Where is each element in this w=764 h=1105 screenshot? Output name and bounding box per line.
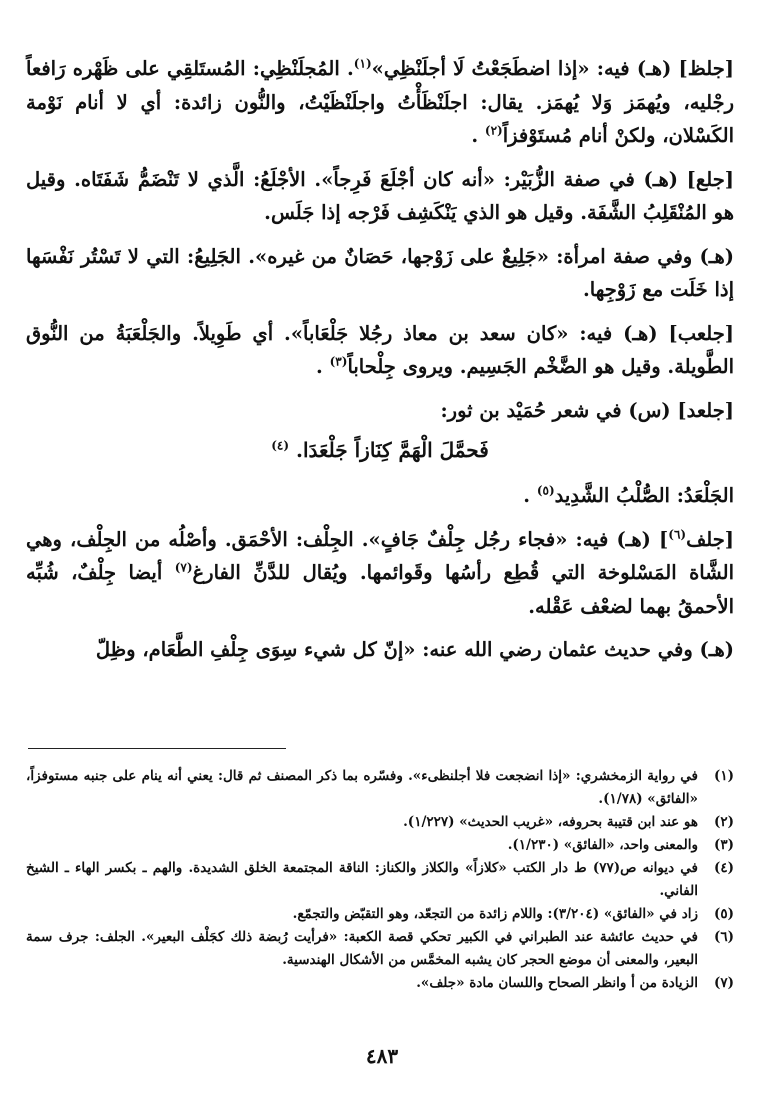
footnote-text: الزيادة من أ وانظر الصحاح واللسان مادة «جلف». — [416, 975, 698, 991]
page-number: ٤٨٣ — [365, 1044, 399, 1068]
footnote-number: (٢) — [713, 814, 734, 830]
entry-jalad-definition: الجَلْعَدُ: الصُّلْبُ الشَّدِيد$^{(٥)}$ . — [523, 483, 734, 507]
main-text — [26, 52, 734, 677]
footnote-ref[interactable]: (١) — [353, 56, 372, 71]
footnote-text: في ديوانه ص(٧٧) ط دار الكتب «كلازاً» والكلاز والكناز: الناقة المجتمعة الخلق الشديدة. والهم ـ بكسر الهاء ـ الشيخ الفاني. — [26, 860, 698, 899]
entry-jalad: [جلعد] (س) في شعر حُمَيْد بن ثور: — [440, 398, 734, 422]
footnote-ref[interactable]: (٢) — [484, 123, 503, 138]
footnote-number: (٦) — [713, 929, 734, 945]
footnote-item — [26, 857, 734, 903]
footnote-item — [26, 765, 734, 811]
footnote-ref[interactable]: (٦) — [668, 527, 687, 541]
entry-jala-woman: (هـ) وفي صفة امرأة: «جَلِيعٌ على زَوْجها، حَصَانٌ من غيره». الجَلِيعُ: التي لا تَسْتُر نَفْسَها إذا خَلَت مع زَوْجِها. — [26, 244, 734, 301]
footnote-ref[interactable]: (٧) — [174, 560, 193, 575]
footnote-item — [26, 972, 734, 995]
footnote-item — [26, 903, 734, 926]
entry-jala: [جلع] (هـ) في صفة الزُّبَيْر: «أنه كان أجْلَعَ فَرِجاً». الأجْلَعُ: الَّذي لا تَنْضَمُّ شَفَتَاه. وقيل هو المُنْقَلِبُ الشَّفَة. وقيل هو الذي يَنْكَشِف فَرْجه إذا جَلَس. — [26, 167, 734, 224]
footnote-text: والمعنى واحد، «الفائق» (١/٢٣٠). — [507, 837, 698, 853]
footnote-number: (١) — [713, 768, 734, 784]
footnote-ref[interactable]: (٣) — [329, 354, 348, 369]
footnote-text: هو عند ابن قتيبة بحروفه، «غريب الحديث» (١/٢٢٧). — [403, 814, 698, 830]
poetry-verse: فَحمَّلَ الْهَمَّ كِنَازاً جَلْعَدَا. $^{(٤)}$ — [271, 438, 489, 462]
footnote-item — [26, 926, 734, 972]
entry-jalf-uthman: (هـ) وفي حديث عثمان رضي الله عنه: «إنّ كل شيء سِوَى جِلْفِ الطَّعَام، وظِلّ — [95, 638, 734, 661]
footnote-number: (٧) — [713, 975, 734, 991]
footnote-number: (٣) — [713, 837, 734, 853]
entry-jalf: [جلف$^{(٦)}$] (هـ) فيه: «فجاء رجُل جِلْفٌ جَافٍ». الجِلْف: الأحْمَق. وأصْلُه من الجِلْف، وهي الشَّاة المَسْلوخة التي قُطِع رأسُها وقَوائمها. ويُقال للدَّنِّ الفارغ$^{(٧)}$ أيضا جِلْفٌ، شُبِّه الأحمقُ بهما لضعْف عَقْله. — [26, 527, 734, 618]
footnote-text: في حديث عائشة عند الطبراني في الكبير تحكي قصة الكعبة: «فرأيت رُبضة ذلك كجَلْف البعير». الجلف: جرف سمة البعير، والمعنى أن موضع الحجر كان يشبه المخمَّس من الأشكال الهندسية. — [26, 929, 698, 968]
footnote-item — [26, 811, 734, 834]
footnote-ref[interactable]: (٤) — [271, 438, 290, 453]
entry-jalath: [جلظ] (هـ) فيه: «إذا اضطَجَعْتُ لَا أجلَنْظِي»$^{(١)}$. المُجلَنْظِي: المُستَلقِي على ظَهْره رَافعاً رجْليه، ويُهمَز وَلا يُهمَز. يقال: اجلَنْظَأْتُ واجلَنْظَيْتُ، والنُّون زائدة: أي لا أنام نَوْمة الكَسْلان، ولكنْ أنام مُستَوْفزاً$^{(٢)}$ . — [26, 56, 735, 147]
footnote-text: في رواية الزمخشري: «إذا انضجعت فلا أجلنظىء». وفسّره بما ذكر المصنف ثم قال: يعني أنه ينام على جنبه مستوفزاً، «الفائق» (١/٧٨). — [26, 768, 698, 807]
footnote-ref[interactable]: (٥) — [536, 483, 555, 498]
footnote-text: زاد في «الفائق» (٣/٢٠٤): واللام زائدة من التجعّد، وهو التقبّض والتجمّع. — [292, 906, 698, 922]
footnote-item — [26, 834, 734, 857]
entry-jalab: [جلعب] (هـ) فيه: «كان سعد بن معاذ رجُلا جَلْعَاباً». أي طَوِيلاً. والجَلْعَبَةُ من النُّوق الطَّويلة. وقيل هو الضَّخْم الجَسِيم. ويروى جِلْحاباً$^{(٣)}$ . — [26, 321, 734, 378]
footnote-number: (٤) — [713, 860, 734, 876]
footnote-number: (٥) — [713, 906, 734, 922]
footnotes — [26, 765, 734, 995]
footnote-divider — [28, 748, 286, 749]
